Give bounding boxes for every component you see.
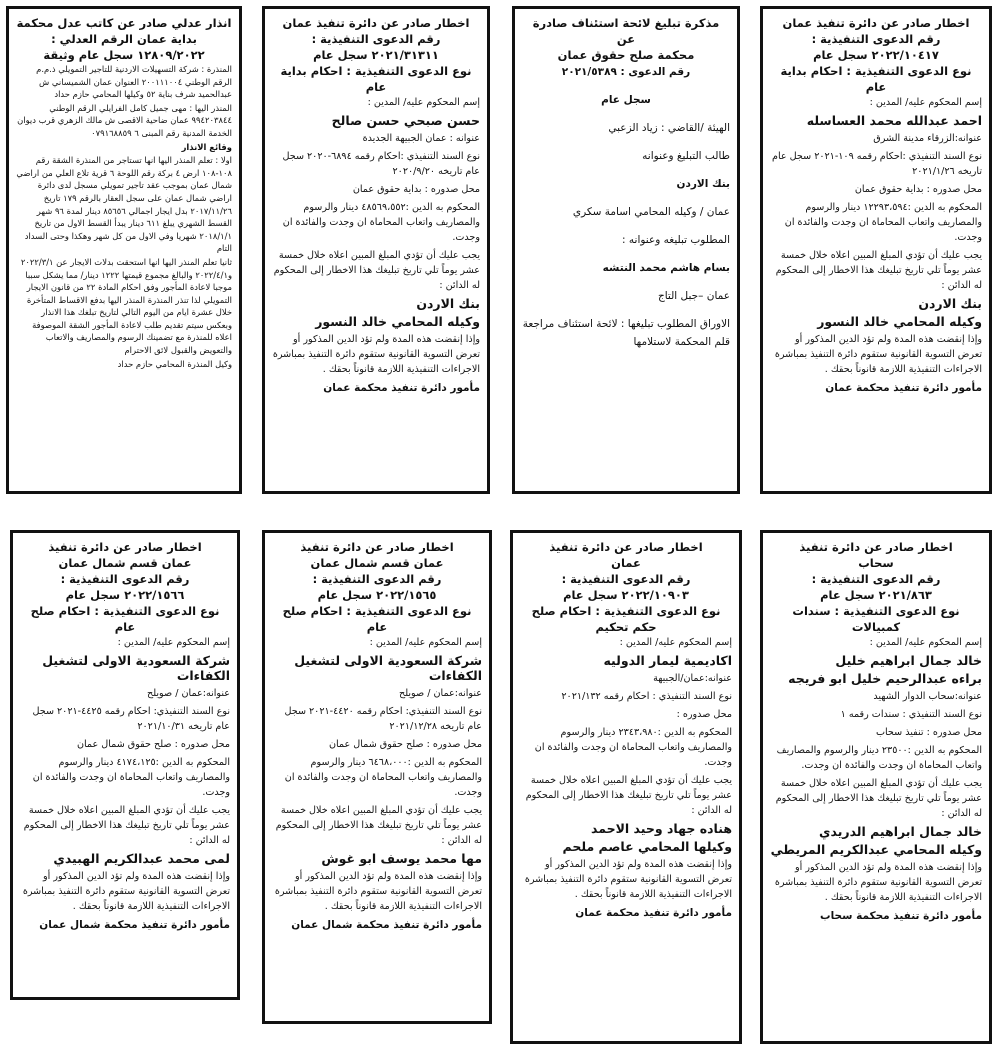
notice-paragraph: اولا : تعلم المنذر اليها انها تستاجر من المنذرة الشقة رقم ١٠٨-١٠٨ ارض ٤ بركة رقم اللوحة ٦ قرية تلاع العلي من اراضي شمال عمان بموجب عقد تاجير تمويلي مسجل لدى دائرة اراضي شمال عمان على سجل العقار بالرقم ١٧٩ تاريخ ٢٠١٧/١١/٢٦ بدل ايجار اجمالي ٨٥٦٥٦ دينار لمدة ٩٦ شهر القسط الشهري يبلغ ٦١١ دينار يبدأ القسط الاول من تاريخ ٢٠١٨/١/١ شهريا وفي الاول من كل شهر وهكذا وحتى السداد التام	[16, 155, 232, 254]
issuing-court: محل صدوره :	[676, 709, 732, 720]
instrument-type: نوع السند التنفيذي: احكام رقمه ٤٤٢٥-٢٠٢١ سجل عام تاريخه ٢٠٢١/١٠/٣١	[32, 706, 230, 732]
enforcement-warning: وإذا إنقضت هذه المدة ولم تؤد الدين المذكور أو تعرض التسوية القانونية ستقوم دائرة التنفيذ بمباشرة الاجراءات التنفيذية اللازمة قانوناً بحقك .	[272, 334, 480, 375]
debt-amount: المحكوم به الدين :٢٣٥٠٠ دينار والرسوم والمصاريف واتعاب المحاماة ان وجدت والفائدة ان وجدت.	[776, 745, 982, 771]
requester-label: طالب التبليغ وعنوانه	[642, 150, 730, 162]
requester-lawyer: عمان / وكيله المحامي اسامة سكري	[572, 206, 730, 218]
documents: الاوراق المطلوب تبليغها : لائحة استئناف مراجعة قلم المحكمة لاستلامها	[522, 318, 730, 348]
creditor-name: لمى محمد عبدالكريم الهبيدي	[53, 851, 230, 866]
debtor-address: عنوانه:عمان/الجبيهة	[653, 673, 732, 684]
debtor-label: إسم المحكوم عليه/ المدين :	[369, 637, 482, 648]
instrument-type: نوع السند التنفيذي :احكام رقمه ٦٨٩٤-٢٠٢٠ سجل عام تاريخه ٢٠٢٠/٩/٢٠	[282, 151, 480, 177]
notice-signature: مأمور دائرة تنفيذ محكمة عمان	[323, 382, 480, 394]
notice-header: انذار عدلي صادر عن كاتب عدل محكمة بداية عمان الرقم العدلي : ١٢٨٠٩/٢٠٢٢ سجل عام وثيقة	[16, 16, 232, 62]
instrument-type: نوع السند التنفيذي: احكام رقمه ٤٤٢٠-٢٠٢١ سجل عام تاريخه ٢٠٢١/١٢/٢٨	[284, 706, 482, 732]
creditor-lawyer: وكيله المحامي خالد النسور	[315, 314, 480, 329]
payment-demand: يجب عليك أن تؤدي المبلغ المبين اعلاه خلال خمسة عشر يوماً تلي تاريخ تبليغك هذا الاخطار إلى المحكوم له الدائن :	[525, 775, 732, 816]
notice-signature: مأمور دائرة تنفيذ محكمة عمان	[575, 907, 732, 919]
debt-amount: المحكوم به الدين :٤١٧٤،١٢٥ دينار والرسوم والمصاريف واتعاب المحاماة ان وجدت والفائدة ان وجدت.	[32, 757, 230, 798]
creditor-name: بنك الاردن	[918, 296, 982, 311]
case-number: رقم الدعوى : ٢٠٢١/٥٣٨٩	[561, 66, 691, 78]
debtor-address: عنوانه:عمان / صويلح	[147, 688, 230, 699]
recipient-address: عمان –جبل التاج	[657, 290, 730, 302]
notice-paragraph: المنذر اليها : مهى جميل كامل الفرايلي الرقم الوطني ٩٩٤٢٠٣٨٤٤ عمان ضاحية الاقصى ش مالك الزهري قرب ديوان الخدمة المدنية رقم المبنى ٦ ٠٧٩١٦٨٨٥٩	[17, 102, 232, 138]
debtor-address: عنوانه:عمان / صويلح	[399, 688, 482, 699]
register-type: سجل عام	[601, 94, 651, 106]
debtor-name-2: براءه عبدالرحيم خليل ابو فريجه	[788, 671, 982, 686]
notice-header: اخطار صادر عن دائرة تنفيذ عمان رقم الدعوى التنفيذية : ٢٠٢٢/١٠٤١٧ سجل عام نوع الدعوى التنفيذية : احكام بداية عام	[780, 16, 972, 94]
notice-paragraph: ثانيا تعلم المنذر اليها انها استحقت بدلات الايجار عن ٢٠٢٢/٣/١ و٢٠٢٢/٤/١ والبالغ مجموع قيمتها ١٢٢٢ دينار/ مما يشكل سببا موجبا لاعادة المأجور وفق احكام المادة ٢٢ من قانون الايجار التمويلي لذا تنذر المنذرة المنذر اليها بدفع الاقساط المتأخرة خلال عشرة ايام من اليوم التالي لتاريخ تبلغك هذا الانذار وبعكس سيتم تقديم طلب لاعادة المأجور الشقة الموصوفة اعلاه للمنذرة مع تضمينك الرسوم والمصاريف والاتعاب والتعويض والقبول لائق الاحترام	[20, 256, 232, 356]
notice-signature: مأمور دائرة تنفيذ محكمة شمال عمان	[291, 919, 482, 931]
debtor-name: حسن صبحي حسن صالح	[331, 113, 480, 128]
notice-header: اخطار صادر عن دائرة تنفيذ عمان قسم شمال عمان رقم الدعوى التنفيذية : ٢٠٢٢/١٥٦٥ سجل عام نوع الدعوى التنفيذية : احكام صلح عام	[282, 540, 472, 634]
notice-signature: مأمور دائرة تنفيذ محكمة عمان	[825, 382, 982, 394]
judge: الهيئة /القاضي : زياد الزعبي	[608, 122, 730, 134]
notice-subheading: وقائع الانذار	[181, 141, 232, 152]
issuing-court: محل صدوره : صلح حقوق شمال عمان	[76, 739, 230, 750]
issuing-court: محل صدوره : تنفيذ سحاب	[875, 727, 982, 738]
notice-header: اخطار صادر عن دائرة تنفيذ عمان رقم الدعوى التنفيذية : ٢٠٢٢/١٠٩٠٣ سجل عام نوع الدعوى التنفيذية : احكام صلح حكم تحكيم	[531, 540, 721, 634]
enforcement-warning: وإذا إنقضت هذه المدة ولم تؤد الدين المذكور أو تعرض التسوية القانونية ستقوم دائرة التنفيذ بمباشرة الاجراءات التنفيذية اللازمة قانوناً بحقك .	[774, 334, 982, 375]
instrument-type: نوع السند التنفيذي :احكام رقمه ١٠٩-٢٠٢١ سجل عام تاريخه ٢٠٢١/١/٢٦	[772, 151, 982, 177]
creditor-lawyer: وكيله المحامي عبدالكريم المريطي	[770, 842, 982, 857]
debt-amount: المحكوم به الدين :٤٨٥٦٩،٥٥٢ دينار والرسوم والمصاريف واتعاب المحاماة ان وجدت والفائدة ان وجدت.	[282, 202, 480, 243]
notice-paragraph: المنذرة : شركة التسهيلات الاردنية للتاجير التمويلي ذ.م.م الرقم الوطني ٢٠٠١١١٠٠٤ العنوان عمان الشميساني ش عبدالحميد شرف بناية ٥٢ وكيلها المحامي حازم حداد	[36, 64, 232, 100]
debtor-label: إسم المحكوم عليه/ المدين :	[869, 97, 982, 108]
recipient-name: بسام هاشم محمد النتشه	[602, 262, 730, 274]
creditor-name: بنك الاردن	[416, 296, 480, 311]
debt-amount: المحكوم به الدين :١٢٢٩٣،٥٩٤ دينار والرسوم والمصاريف واتعاب المحاماة ان وجدت والفائدة ان وجدت.	[784, 202, 982, 243]
notice-header: اخطار صادر عن دائرة تنفيذ سحاب رقم الدعوى التنفيذية : ٢٠٢١/٨٦٣ سجل عام نوع الدعوى التنفيذية : سندات كمبيالات	[792, 540, 960, 634]
creditor-name: مها محمد يوسف ابو غوش	[321, 851, 482, 866]
notice-execution-amman-31311	[262, 6, 490, 494]
issuing-court: محل صدوره : بداية حقوق عمان	[854, 184, 982, 195]
debtor-address: عنوانه:الزرقاء مدينة الشرق	[873, 133, 982, 144]
notice-execution-amman-10417	[760, 6, 992, 494]
issuing-court: محل صدوره : بداية حقوق عمان	[352, 184, 480, 195]
notice-legal-warning	[6, 6, 242, 494]
debt-amount: المحكوم به الدين :٢٣٤٣،٩٨٠ دينار والرسوم والمصاريف واتعاب المحاماة ان وجدت والفائدة ان وجدت.	[534, 727, 732, 768]
debtor-label: إسم المحكوم عليه/ المدين :	[367, 97, 480, 108]
payment-demand: يجب عليك أن تؤدي المبلغ المبين اعلاه خلال خمسة عشر يوماً تلي تاريخ تبليغك هذا الاخطار إلى المحكوم له الدائن :	[275, 805, 482, 846]
instrument-type: نوع السند التنفيذي : سندات رقمه ١	[840, 709, 982, 720]
notice-execution-north-amman-1566	[10, 530, 240, 1000]
payment-demand: يجب عليك أن تؤدي المبلغ المبين اعلاه خلال خمسة عشر يوماً تلي تاريخ تبليغك هذا الاخطار إلى المحكوم له الدائن :	[23, 805, 230, 846]
debtor-name: شركة السعودية الاولى لتشغيل الكفاءات	[42, 653, 230, 683]
notice-execution-north-amman-1565	[262, 530, 492, 1024]
debtor-label: إسم المحكوم عليه/ المدين :	[117, 637, 230, 648]
debtor-address: عنوانه:سحاب الدوار الشهيد	[873, 691, 982, 702]
debtor-name: شركة السعودية الاولى لتشغيل الكفاءات	[294, 653, 482, 683]
payment-demand: يجب عليك أن تؤدي المبلغ المبين اعلاه خلال خمسة عشر يوماً تلي تاريخ تبليغك هذا الاخطار إلى المحكوم له الدائن :	[775, 250, 982, 291]
debtor-name: احمد عبدالله محمد العساسله	[806, 113, 982, 128]
debtor-name: خالد جمال ابراهيم خليل	[835, 653, 982, 668]
instrument-type: نوع السند التنفيذي : احكام رقمه ٢٠٢١/١٣٢	[561, 691, 732, 702]
requester-name: بنك الاردن	[676, 178, 730, 190]
notice-signature: وكيل المنذرة المحامي حازم حداد	[117, 358, 232, 369]
notice-execution-sahab-863	[760, 530, 992, 1044]
notice-signature: مأمور دائرة تنفيذ محكمة سحاب	[820, 910, 982, 922]
enforcement-warning: وإذا إنقضت هذه المدة ولم تؤد الدين المذكور أو تعرض التسوية القانونية ستقوم دائرة التنفيذ بمباشرة الاجراءات التنفيذية اللازمة قانوناً بحقك .	[524, 859, 732, 900]
notice-header: مذكرة تبليغ لائحة استئناف صادرة عن محكمة صلح حقوق عمان	[532, 16, 720, 62]
notice-execution-amman-10903	[510, 530, 742, 1044]
debtor-label: إسم المحكوم عليه/ المدين :	[869, 637, 982, 648]
debt-amount: المحكوم به الدين :٦٤٦٨،٠٠٠ دينار والرسوم والمصاريف واتعاب المحاماة ان وجدت والفائدة ان وجدت.	[284, 757, 482, 798]
notice-header: اخطار صادر عن دائرة تنفيذ عمان رقم الدعوى التنفيذية : ٢٠٢١/٣١٣١١ سجل عام نوع الدعوى التنفيذية : احكام بداية عام	[280, 16, 472, 94]
notice-signature: مأمور دائرة تنفيذ محكمة شمال عمان	[39, 919, 230, 931]
issuing-court: محل صدوره : صلح حقوق شمال عمان	[328, 739, 482, 750]
payment-demand: يجب عليك أن تؤدي المبلغ المبين اعلاه خلال خمسة عشر يوماً تلي تاريخ تبليغك هذا الاخطار إلى المحكوم له الدائن :	[273, 250, 480, 291]
creditor-name: هناده جهاد وحيد الاحمد	[591, 821, 732, 836]
recipient-label: المطلوب تبليغه وعنوانه :	[622, 234, 730, 246]
debtor-label: إسم المحكوم عليه/ المدين :	[619, 637, 732, 648]
creditor-name: خالد جمال ابراهيم الدريدي	[819, 824, 982, 839]
creditor-lawyer: وكيلها المحامي عاصم ملحم	[562, 839, 732, 854]
notice-appeal-memo	[512, 6, 740, 494]
creditor-lawyer: وكيله المحامي خالد النسور	[817, 314, 982, 329]
enforcement-warning: وإذا إنقضت هذه المدة ولم تؤد الدين المذكور أو تعرض التسوية القانونية ستقوم دائرة التنفيذ بمباشرة الاجراءات التنفيذية اللازمة قانوناً بحقك .	[22, 871, 230, 912]
payment-demand: يجب عليك أن تؤدي المبلغ المبين اعلاه خلال خمسة عشر يوماً تلي تاريخ تبليغك هذا الاخطار إلى المحكوم له الدائن :	[775, 778, 982, 819]
enforcement-warning: وإذا إنقضت هذه المدة ولم تؤد الدين المذكور أو تعرض التسوية القانونية ستقوم دائرة التنفيذ بمباشرة الاجراءات التنفيذية اللازمة قانوناً بحقك .	[274, 871, 482, 912]
enforcement-warning: وإذا إنقضت هذه المدة ولم تؤد الدين المذكور أو تعرض التسوية القانونية ستقوم دائرة التنفيذ بمباشرة الاجراءات التنفيذية اللازمة قانوناً بحقك .	[774, 862, 982, 903]
debtor-name: اكاديمية ليمار الدوليه	[603, 653, 732, 668]
debtor-address: عنوانه : عمان الجبيهة الجديدة	[362, 133, 480, 144]
notice-header: اخطار صادر عن دائرة تنفيذ عمان قسم شمال عمان رقم الدعوى التنفيذية : ٢٠٢٢/١٥٦٦ سجل عام نوع الدعوى التنفيذية : احكام صلح عام	[30, 540, 220, 634]
